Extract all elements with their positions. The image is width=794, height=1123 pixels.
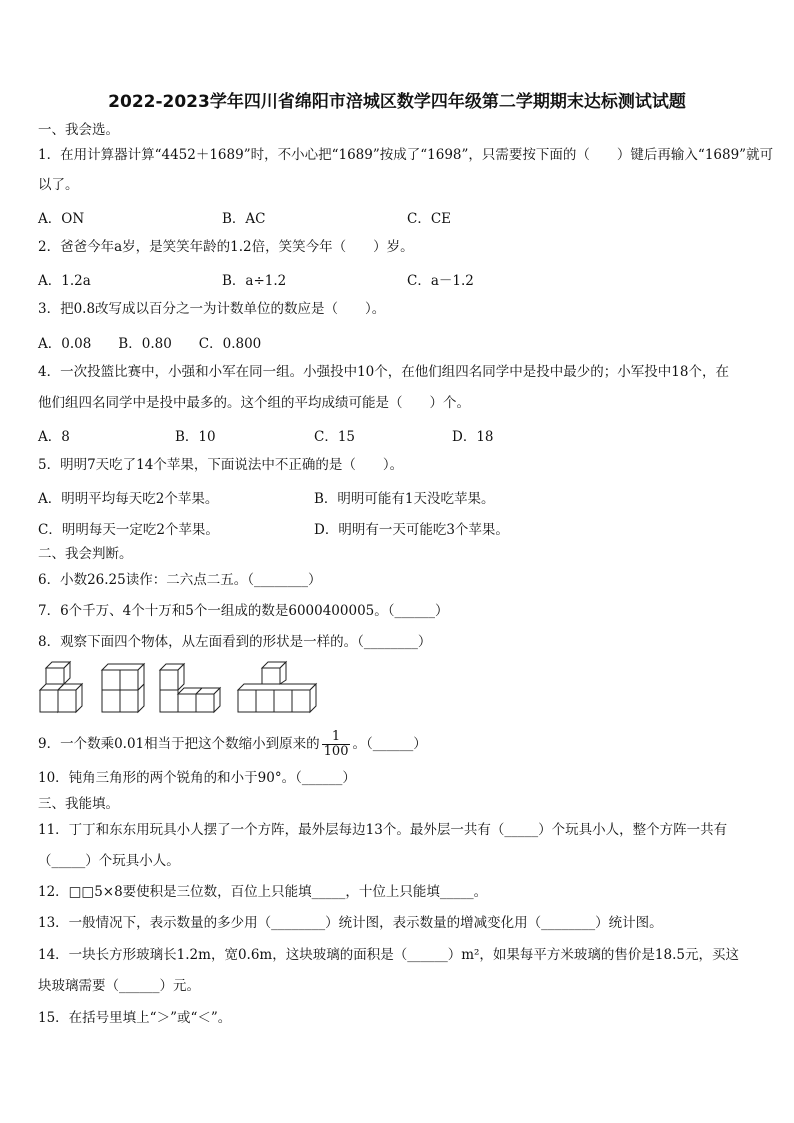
question-12-text: 12．□□5×8要使积是三位数，百位上只能填_____，十位上只能填_____。: [38, 884, 488, 900]
fraction-denominator: 100: [323, 744, 349, 759]
question-1-option-c: C．CE: [407, 211, 452, 227]
question-9-after: 。（______）: [352, 736, 427, 752]
question-1-line-1: 1．在用计算器计算“4452＋1689”时，不小心把“1689”按成了“1698”，只需要按下面的（ ）键后再输入“1689”就可: [38, 147, 774, 163]
question-5-text: 5．明明7天吃了14个苹果，下面说法中不正确的是（ ）。: [38, 457, 404, 473]
question-3-options: A．0.08 B．0.80 C．0.800: [38, 336, 262, 352]
question-4-option-d: D．18: [452, 429, 494, 445]
question-9-text: [38, 730, 760, 759]
cube-figure-2: [102, 664, 144, 712]
question-5-option-d: D．明明有一天可能吃3个苹果。: [314, 522, 509, 538]
question-11-line-1: 11．丁丁和东东用玩具小人摆了一个方阵，最外层每边13个。最外层一共有（_____）个玩具小人，整个方阵一共有: [38, 822, 728, 838]
question-8-text: 8．观察下面四个物体，从左面看到的形状是一样的。（________）: [38, 634, 432, 650]
question-2-text: 2．爸爸今年a岁，是笑笑年龄的1.2倍，笑笑今年（ ）岁。: [38, 239, 414, 255]
question-4-option-c: C．15: [314, 429, 356, 445]
question-5-option-a: A．明明平均每天吃2个苹果。: [38, 491, 219, 507]
question-5-option-c: C．明明每天一定吃2个苹果。: [38, 522, 219, 538]
question-3-text: 3．把0.8改写成以百分之一为计数单位的数应是（ ）。: [38, 301, 386, 317]
fraction-numerator: 1: [322, 730, 351, 745]
question-10-text: 10．钝角三角形的两个锐角的和小于90°。（______）: [38, 770, 356, 786]
question-9-before: 9．一个数乘0.01相当于把这个数缩小到原来的: [38, 736, 320, 752]
question-2-option-c: C．a－1.2: [407, 273, 474, 289]
section-heading-choice: 一、我会选。: [38, 122, 119, 138]
question-7-text: 7．6个千万、4个十万和5个一组成的数是6000400005。（______）: [38, 603, 449, 619]
question-11-line-2: （_____）个玩具小人。: [38, 853, 180, 869]
question-1-option-a: A．ON: [38, 211, 85, 227]
page-title: 2022-2023学年四川省绵阳市涪城区数学四年级第二学期期末达标测试试题: [108, 92, 686, 112]
question-4-option-a: A．8: [38, 429, 70, 445]
section-heading-judge: 二、我会判断。: [38, 546, 133, 562]
question-14-line-1: 14．一块长方形玻璃长1.2m，宽0.6m，这块玻璃的面积是（______）m²，如果每平方米玻璃的售价是18.5元，买这: [38, 947, 739, 963]
section-heading-fill: 三、我能填。: [38, 796, 119, 812]
question-1-option-b: B．AC: [222, 211, 266, 227]
cube-figure-1: [40, 662, 82, 712]
cube-figures: [38, 660, 328, 718]
question-15-text: 15．在括号里填上“＞”或“＜”。: [38, 1010, 232, 1026]
question-5-option-b: B．明明可能有1天没吃苹果。: [314, 491, 495, 507]
question-2-option-b: B．a÷1.2: [222, 273, 287, 289]
question-1-line-2: 以了。: [38, 177, 79, 193]
question-6-text: 6．小数26.25读作：二六点二五。（________）: [38, 572, 322, 588]
cube-figure-3: [160, 664, 220, 712]
question-2-option-a: A．1.2a: [38, 273, 91, 289]
question-4-line-2: 他们组四名同学中是投中最多的。这个组的平均成绩可能是（ ）个。: [38, 395, 470, 411]
question-14-line-2: 块玻璃需要（______）元。: [38, 978, 200, 994]
cube-figure-4: [238, 662, 316, 712]
question-13-text: 13．一般情况下，表示数量的多少用（________）统计图，表示数量的增减变化用（________）统计图。: [38, 915, 663, 931]
question-4-option-b: B．10: [175, 429, 216, 445]
fraction-one-hundredth: [322, 730, 351, 759]
question-4-line-1: 4．一次投篮比赛中，小强和小军在同一组。小强投中10个，在他们组四名同学中是投中最少的；小军投中18个，在: [38, 364, 729, 380]
